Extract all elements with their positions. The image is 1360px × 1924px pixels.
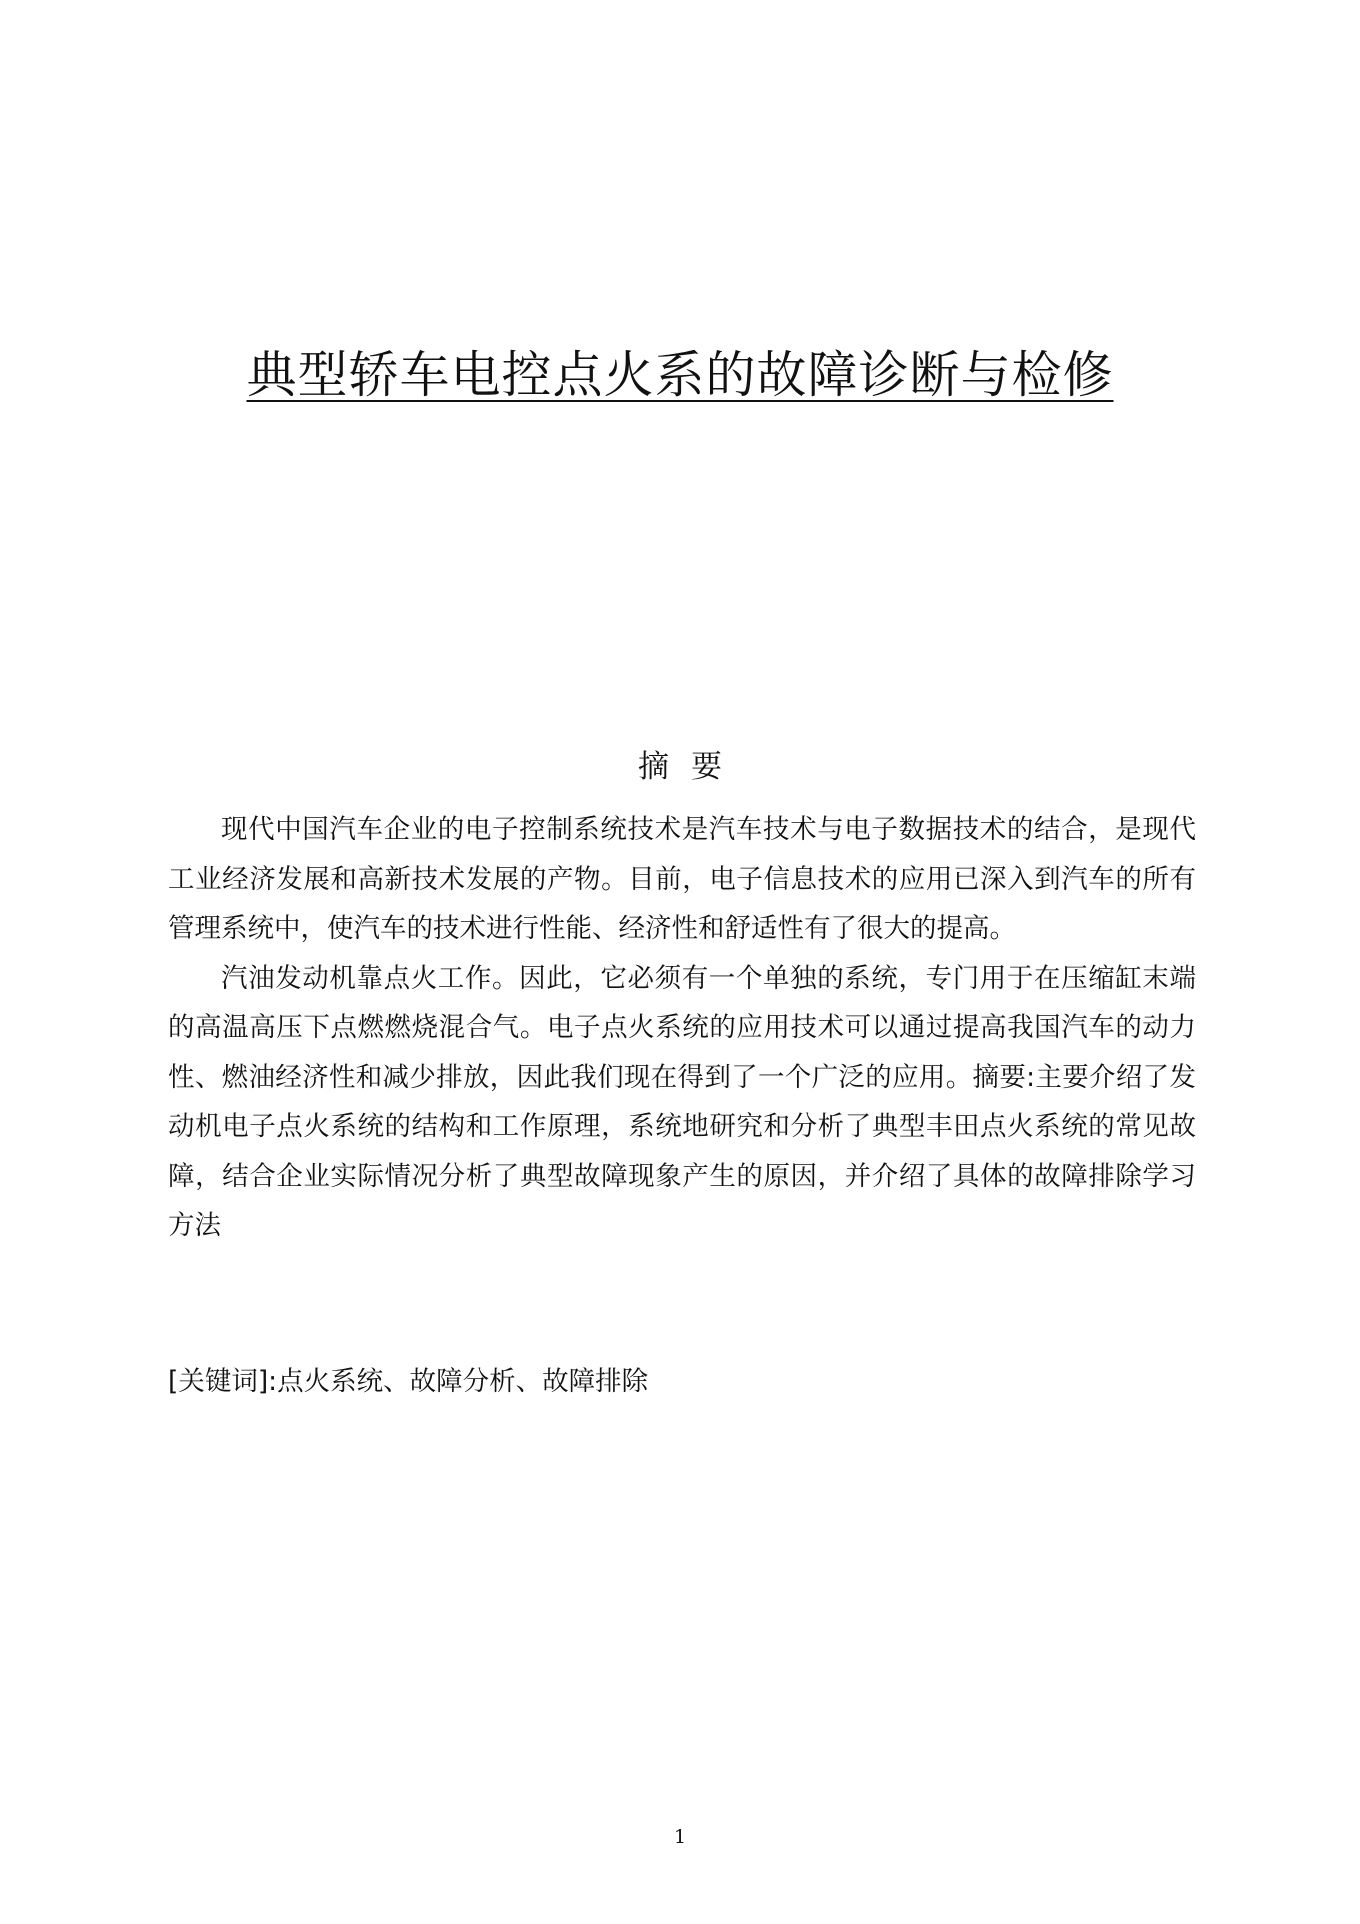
page-number: 1 bbox=[673, 1826, 687, 1848]
abstract-paragraph: 汽油发动机靠点火工作。因此，它必须有一个单独的系统，专门用于在压缩缸末端的高温高压下点燃燃烧混合气。电子点火系统的应用技术可以通过提高我国汽车的动力性、燃油经济性和减少排放，因此我们现在得到了一个广泛的应用。摘要:主要介绍了发动机电子点火系统的结构和工作原理，系统地研究和分析了典型丰田点火系统的常见故障，结合企业实际情况分析了典型故障现象产生的原因，并介绍了具体的故障排除学习方法 bbox=[168, 962, 1196, 1241]
keywords-line: [关键词]:点火系统、故障分析、故障排除 bbox=[168, 1366, 649, 1397]
abstract-paragraph: 现代中国汽车企业的电子控制系统技术是汽车技术与电子数据技术的结合，是现代工业经济发展和高新技术发展的产物。目前，电子信息技术的应用已深入到汽车的所有管理系统中，使汽车的技术进行性能、经济性和舒适性有了很大的提高。 bbox=[168, 814, 1196, 944]
document-title bbox=[0, 340, 1360, 410]
abstract-body bbox=[168, 805, 1196, 1251]
abstract-heading: 摘要 bbox=[638, 749, 744, 785]
document-title-text: 典型轿车电控点火系的故障诊断与检修 bbox=[246, 346, 1114, 404]
